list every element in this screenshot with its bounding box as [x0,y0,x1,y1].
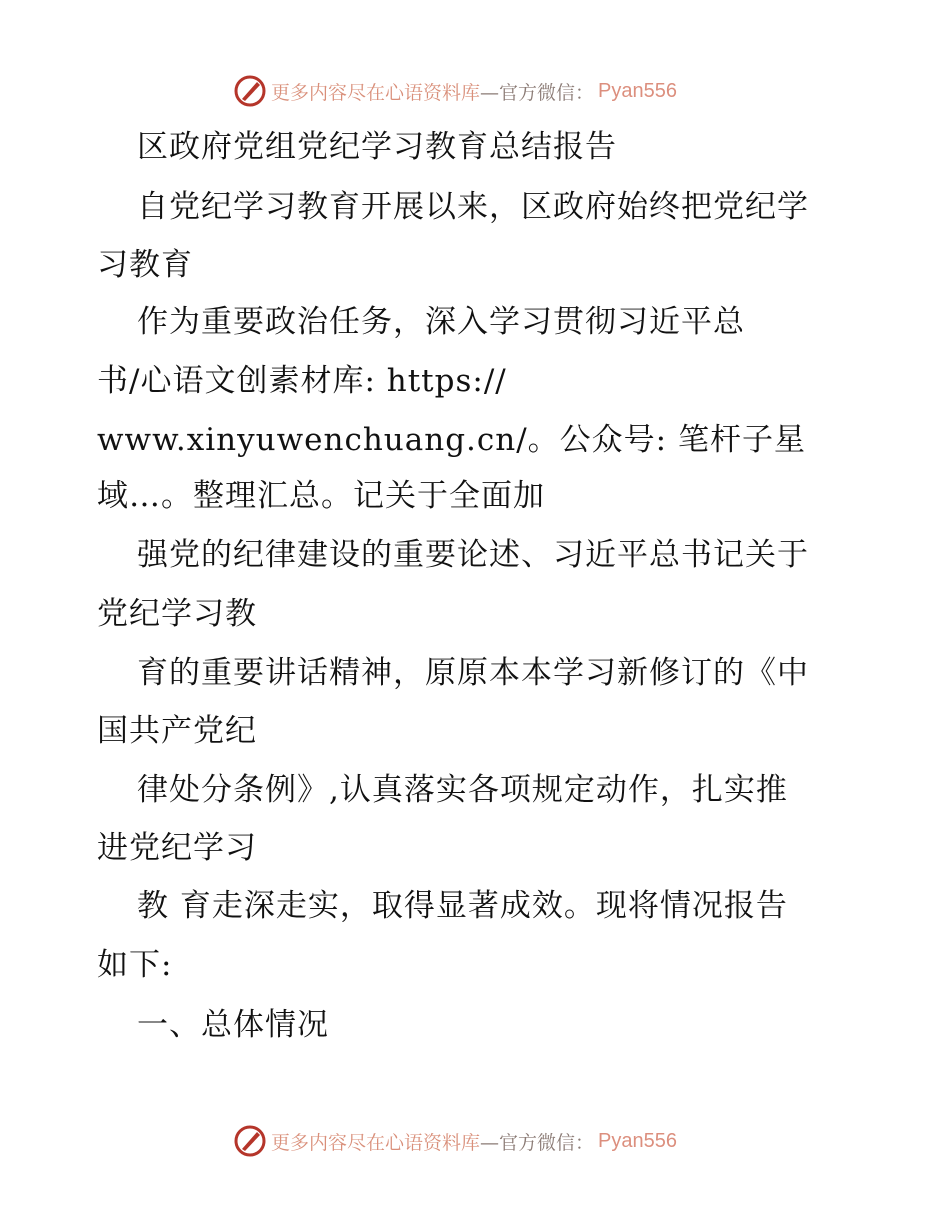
paragraph-line: 作为重要政治任务，深入学习贯彻习近平总 [137,304,745,340]
paragraph-line: 习教育 [97,247,193,283]
doc-title: 区政府党组党纪学习教育总结报告 [137,129,617,165]
paragraph-line: 强党的纪律建设的重要论述、习近平总书记关于 [137,537,809,573]
paragraph-line: 书/心语文创素材库: https:// [97,363,507,399]
paragraph-line: 自党纪学习教育开展以来，区政府始终把党纪学 [137,189,809,225]
banner-text-id: Pyan556 [598,1129,677,1152]
pen-logo-icon [233,1124,267,1158]
pen-logo-icon [233,74,267,108]
paragraph-line: 育的重要讲话精神，原原本本学习新修订的《中 [137,655,809,691]
banner-text-wechat: —官方微信： [480,81,595,104]
banner-text-id: Pyan556 [598,79,677,102]
paragraph-line: 国共产党纪 [97,713,257,749]
footer-banner [233,1121,677,1161]
paragraph-line: 如下: [97,947,173,983]
banner-text-main: 更多内容尽在心语资料库 [271,81,481,104]
banner-text-main: 更多内容尽在心语资料库 [271,1131,481,1154]
paragraph-line: 律处分条例》,认真落实各项规定动作，扎实推 [137,772,788,808]
banner-text-wechat: —官方微信： [480,1131,595,1154]
paragraph-line: 进党纪学习 [97,830,257,866]
section-heading: 一、总体情况 [137,1007,329,1043]
paragraph-line: www.xinyuwenchuang.cn/。公众号: 笔杆子星 [97,422,806,458]
paragraph-line: 党纪学习教 [97,596,257,632]
paragraph-line: 域…。整理汇总。记关于全面加 [97,478,545,514]
header-banner [233,71,677,111]
paragraph-line: 教 育走深走实，取得显著成效。现将情况报告 [137,888,788,924]
